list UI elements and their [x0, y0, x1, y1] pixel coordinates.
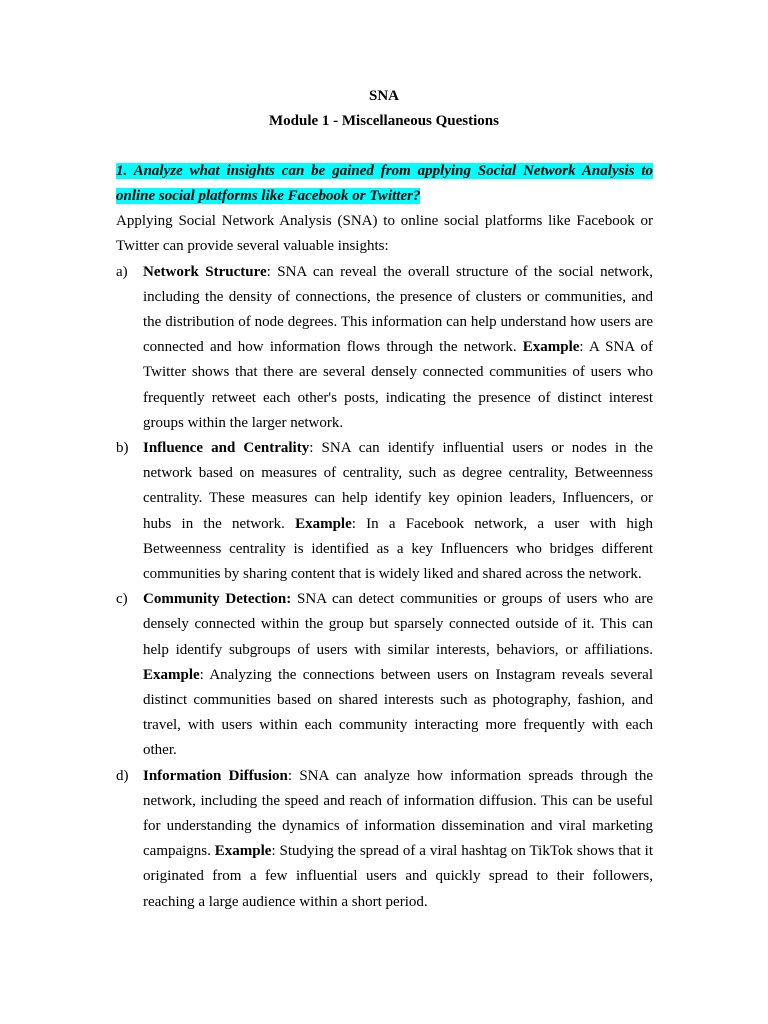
- intro-paragraph: Applying Social Network Analysis (SNA) to online social platforms like Facebook or Twitter can provide several valuable insights:: [116, 213, 653, 255]
- list-item-community-detection: [116, 587, 653, 763]
- item-term-suffix: :: [309, 439, 314, 456]
- item-term: Community Detection:: [143, 591, 292, 608]
- example-text: : Analyzing the connections between users on Instagram reveals several distinct communities based on shared interests such as photography, fashion, and travel, with users within each community interacting more frequently with each other.: [143, 666, 653, 759]
- item-term: Influence and Centrality: [143, 439, 310, 456]
- item-body: SNA can detect communities or groups of users who are densely connected within the group but sparsely connected outside of it. This can help identify subgroups of users with similar interests, behaviors, or affiliations.: [143, 591, 653, 658]
- example-label: Example: [295, 515, 352, 532]
- example-text: : Studying the spread of a viral hashtag on TikTok shows that it originated from a few influential users and quickly spread to their followers, reaching a large audience within a short period.: [143, 843, 653, 910]
- list-marker: a): [116, 263, 128, 280]
- list-marker: c): [116, 591, 128, 608]
- item-term-suffix: :: [287, 767, 293, 784]
- insights-list: [116, 260, 653, 915]
- item-body: SNA can reveal the overall structure of the social network, including the density of connections, the presence of clusters or communities, and the distribution of node degrees. This information can help understand how users are connected and how information flows through the network.: [143, 263, 653, 356]
- item-body: SNA can identify influential users or nodes in the network based on measures of centrality, such as degree centrality, Betweenness centrality. These measures can help identify key opinion leaders, Influencers, or hubs in the network.: [143, 439, 654, 532]
- course-title: SNA: [368, 88, 399, 104]
- item-term: Information Diffusion: [143, 767, 288, 784]
- item-body: SNA can analyze how information spreads through the network, including the speed and reach of information diffusion. This can be useful for understanding the dynamics of information dissemination and viral marketing campaigns.: [143, 767, 654, 860]
- list-marker: b): [116, 439, 129, 456]
- item-term: Network Structure: [143, 263, 267, 280]
- item-term-suffix: :: [266, 263, 271, 280]
- list-item-information-diffusion: [116, 764, 653, 915]
- list-marker: d): [116, 767, 129, 784]
- example-label: Example: [522, 339, 580, 356]
- question-highlight: 1. Analyze what insights can be gained from applying Social Network Analysis to online social platforms like Facebook or Twitter?: [116, 163, 653, 204]
- list-item-influence-centrality: [116, 436, 653, 587]
- question-heading: [116, 159, 653, 209]
- example-label: Example: [214, 843, 272, 860]
- module-title: Module 1 - Miscellaneous Questions: [268, 113, 499, 129]
- example-text: : A SNA of Twitter shows that there are several densely connected communities of users who frequently retweet each other's posts, indicating the presence of distinct interest groups within the larger network.: [143, 339, 653, 431]
- example-label: Example: [143, 666, 200, 683]
- example-text: : In a Facebook network, a user with high Betweenness centrality is identified as a key Influencers who bridges different communities by sharing content that is widely liked and shared across the network.: [143, 515, 653, 582]
- list-item-network-structure: [116, 260, 653, 436]
